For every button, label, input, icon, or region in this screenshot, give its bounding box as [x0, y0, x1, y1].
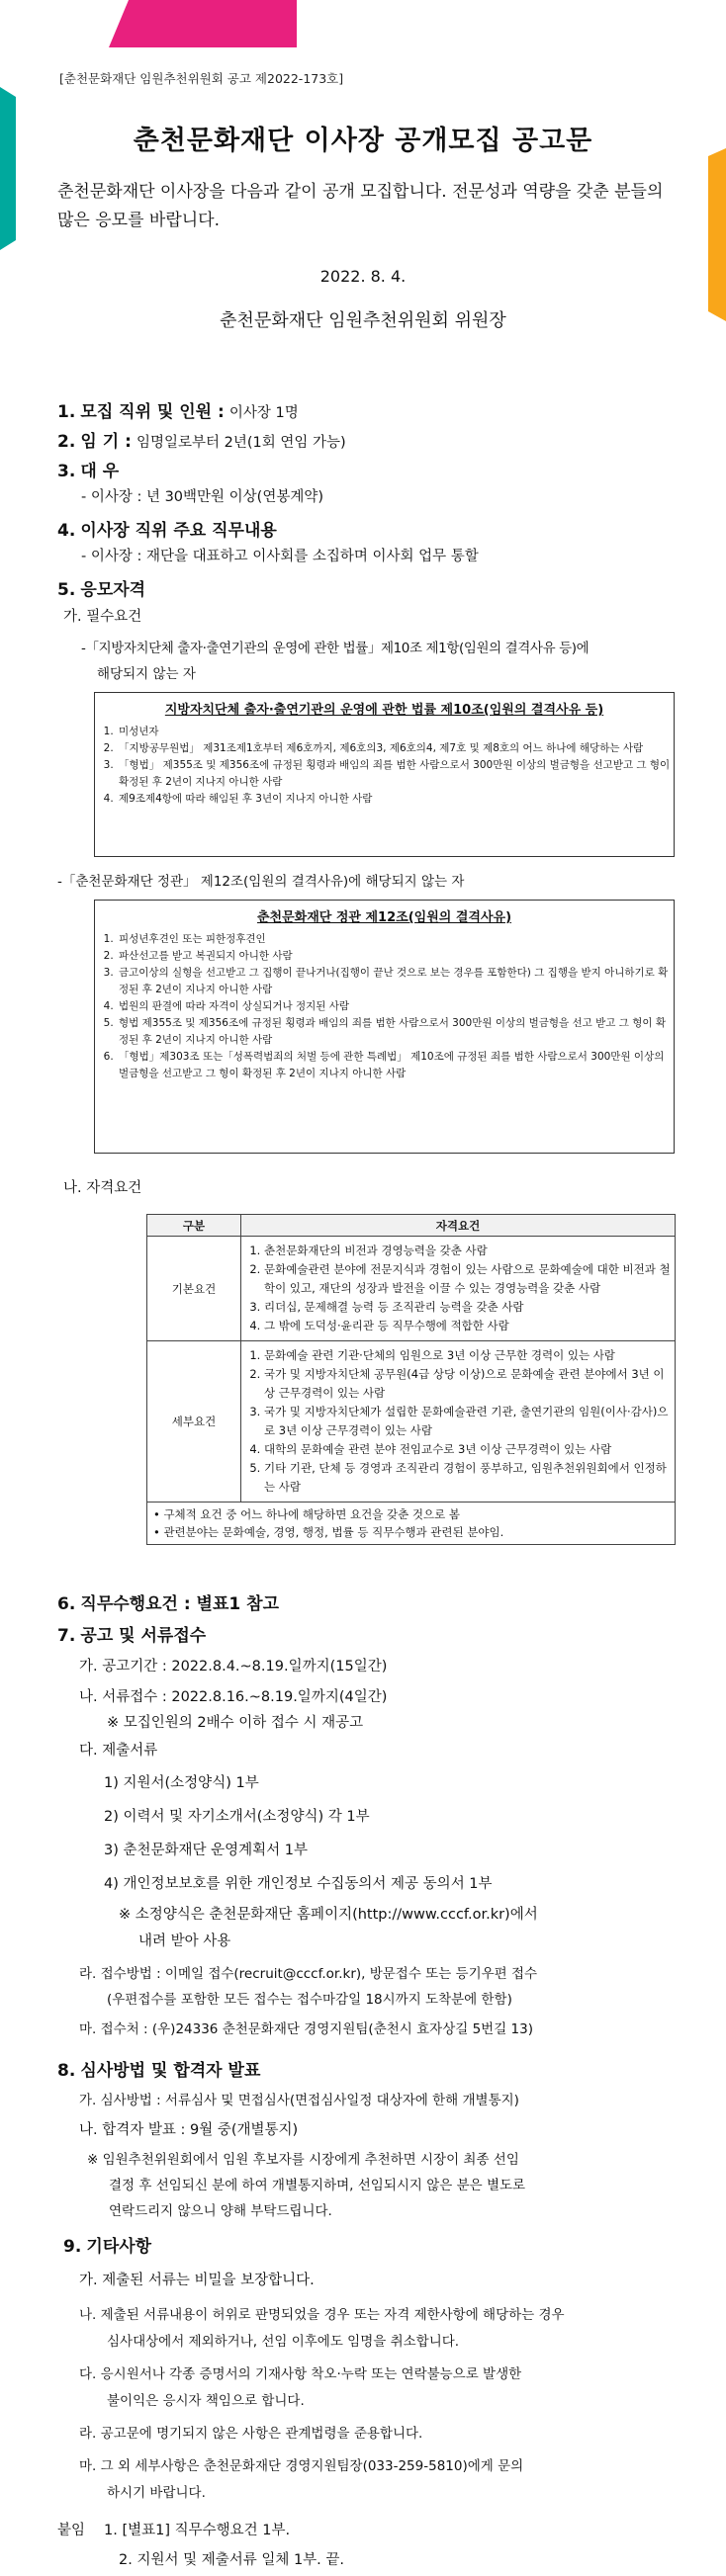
law-article-title: 지방자치단체 출자·출연기관의 운영에 관한 법률 제10조(임원의 결격사유 등): [164, 703, 604, 718]
table-note: • 구체적 요건 중 어느 하나에 해당하면 요건을 갖춘 것으로 봄: [153, 1507, 460, 1521]
section-7-b-note: ※ 모집인원의 2배수 이하 접수 시 재공고: [107, 1715, 364, 1731]
list-item: 5. 기타 기관, 단체 등 경영과 조직관리 경험이 풍부하고, 임원추천위원회에서 인정하는 사람: [264, 1459, 674, 1497]
section-6: [57, 1589, 279, 1614]
section-9-label: 기타사항: [86, 2237, 152, 2257]
section-8-a: 가. 심사방법 : 서류심사 및 면접심사(면접심사일정 대상자에 한해 개별통지): [79, 2093, 519, 2108]
section-8-label: 심사방법 및 합격자 발표: [80, 2061, 261, 2081]
table-header-category: 구분: [147, 1215, 241, 1237]
document-item: 2) 이력서 및 자기소개서(소정양식) 각 1부: [104, 1809, 370, 1825]
section-7-label: 공고 및 서류접수: [80, 1626, 207, 1646]
table-header-requirements: 자격요건: [241, 1215, 676, 1237]
section-2-num: 2.: [57, 432, 76, 452]
section-5-a-line2: 해당되지 않는 자: [97, 666, 196, 682]
section-1-value: 이사장 1명: [228, 405, 299, 421]
section-2-label: 임 기 :: [80, 432, 132, 452]
qualification-table: [146, 1214, 676, 1545]
table-row: [147, 1237, 676, 1341]
list-item: 5. 형법 제355조 및 제356조에 규정된 횡령과 배임의 죄를 범한 사람으로서 300만원 이상의 벌금형을 선고 받고 그 형이 확정된 후 2년이 지나지 아니한 사람: [117, 1015, 674, 1049]
section-5-label: 응모자격: [80, 580, 146, 600]
documents-note-2: 내려 받아 사용: [138, 1933, 231, 1949]
section-5-num: 5.: [57, 580, 76, 600]
attachment-label: 붙임: [57, 2523, 86, 2538]
section-4-num: 4.: [57, 521, 76, 541]
section-7-d1: 라. 접수방법 : 이메일 접수(recruit@cccf.or.kr), 방문접수 또는 등기우편 접수: [79, 1966, 538, 1982]
list-item: 3. 국가 및 지방자치단체가 설립한 문화예술관련 기관, 출연기관의 임원(이사·감사)으로 3년 이상 근무경력이 있는 사람: [264, 1403, 674, 1440]
section-7-b: 나. 서류접수 : 2022.8.16.~8.19.일까지(4일간): [79, 1689, 388, 1705]
section-7-a: 가. 공고기간 : 2022.8.4.~8.19.일까지(15일간): [79, 1659, 388, 1674]
section-9-b2: 심사대상에서 제외하거나, 선임 이후에도 임명을 취소합니다.: [107, 2334, 460, 2350]
section-8-note-3: 연락드리지 않으니 양해 부탁드립니다.: [109, 2203, 332, 2219]
table-row: [147, 1341, 676, 1503]
section-8: [57, 2056, 260, 2081]
table-notes: [147, 1503, 676, 1545]
table-note: • 관련분야는 문화예술, 경영, 행정, 법률 등 직무수행과 관련된 분야임.: [153, 1525, 504, 1539]
attachment-line-1: 1. [별표1] 직무수행요건 1부.: [104, 2523, 291, 2538]
list-item: 2. 문화예술관련 분야에 전문지식과 경험이 있는 사람으로 문화예술에 대한 비전과 철학이 있고, 재단의 성장과 발전을 이끌 수 있는 경영능력을 갖춘 사람: [264, 1260, 674, 1298]
table-header-row: [147, 1215, 676, 1237]
list-item: 2. 국가 및 지방자치단체 공무원(4급 상당 이상)으로 문화예술 관련 분야에서 3년 이상 근무경력이 있는 사람: [264, 1365, 674, 1403]
section-9: [63, 2232, 151, 2257]
section-7-c: 다. 제출서류: [79, 1743, 158, 1759]
table-note-row: [147, 1503, 676, 1545]
decor-right-orange: [708, 148, 726, 321]
bylaw-article-list: [95, 931, 674, 1082]
list-item: 4. 법원의 판결에 따라 자격이 상실되거나 정지된 사람: [117, 998, 674, 1015]
section-9-c2: 불이익은 응시자 책임으로 합니다.: [107, 2393, 305, 2409]
section-3-item: - 이사장 : 년 30백만원 이상(연봉계약): [81, 489, 324, 505]
section-5-a-line3: -「춘천문화재단 정관」 제12조(임원의 결격사유)에 해당되지 않는 자: [57, 874, 465, 890]
list-item: 1. 미성년자: [117, 724, 674, 740]
list-item: 3. 리더십, 문제해결 능력 등 조직관리 능력을 갖춘 사람: [264, 1298, 674, 1317]
document-item: 4) 개인정보보호를 위한 개인정보 수집동의서 제공 동의서 1부: [104, 1876, 493, 1892]
section-2-value: 임명일로부터 2년(1회 연임 가능): [136, 435, 346, 451]
section-8-b: 나. 합격자 발표 : 9월 중(개별통지): [79, 2122, 299, 2138]
attachment-line-2: 2. 지원서 및 제출서류 일체 1부. 끝.: [119, 2552, 345, 2568]
list-item: 2. 「지방공무원법」 제31조제1호부터 제6호까지, 제6호의3, 제6호의4, 제7호 및 제8호의 어느 하나에 해당하는 사람: [117, 740, 674, 757]
section-1-num: 1.: [57, 402, 76, 422]
section-5-b: 나. 자격요건: [63, 1180, 142, 1196]
law-article-list: [95, 724, 674, 808]
table-cell-category: 기본요건: [147, 1237, 241, 1341]
documents-note-1: ※ 소정양식은 춘천문화재단 홈페이지(http://www.cccf.or.kr)에서: [119, 1907, 538, 1923]
section-9-c1: 다. 응시원서나 각종 증명서의 기재사항 착오·누락 또는 연락불능으로 발생한: [79, 2366, 522, 2382]
decor-left-teal: [0, 87, 16, 250]
table-cell-requirements: [241, 1237, 676, 1341]
section-4-item: - 이사장 : 재단을 대표하고 이사회를 소집하며 이사회 업무 통할: [81, 549, 479, 564]
list-item: 1. 문화예술 관련 기관·단체의 임원으로 3년 이상 근무한 경력이 있는 사람: [264, 1346, 674, 1365]
section-6-label: 직무수행요건 : 별표1 참고: [80, 1594, 279, 1614]
list-item: 4. 그 밖에 도덕성·윤리관 등 직무수행에 적합한 사람: [264, 1317, 674, 1335]
section-4: [57, 516, 277, 541]
notice-reference: [춘천문화재단 임원추천위원회 공고 제2022-173호]: [59, 71, 344, 86]
section-5-a: 가. 필수요건: [63, 609, 142, 625]
section-1-label: 모집 직위 및 인원 :: [80, 402, 225, 422]
list-item: 1. 피성년후견인 또는 피한정후견인: [117, 931, 674, 948]
table-cell-requirements: [241, 1341, 676, 1503]
decor-top-magenta: [109, 0, 297, 47]
list-item: 2. 파산선고를 받고 복권되지 아니한 사람: [117, 948, 674, 965]
section-9-d: 라. 공고문에 명기되지 않은 사항은 관계법령을 준용합니다.: [79, 2426, 423, 2442]
list-item: 4. 제9조제4항에 따라 해임된 후 3년이 지나지 아니한 사람: [117, 791, 674, 808]
section-3-label: 대 우: [80, 462, 120, 481]
intro-text: 춘천문화재단 이사장을 다음과 같이 공개 모집합니다. 전문성과 역량을 갖춘 분들의 많은 응모를 바랍니다.: [57, 182, 664, 230]
section-3-num: 3.: [57, 462, 76, 481]
section-7-d2: (우편접수를 포함한 모든 접수는 접수마감일 18시까지 도착분에 한함): [107, 1992, 512, 2008]
section-4-label: 이사장 직위 주요 직무내용: [80, 521, 277, 541]
issuer: 춘천문화재단 임원추천위원회 위원장: [220, 310, 506, 331]
table-cell-category: 세부요건: [147, 1341, 241, 1503]
section-9-b1: 나. 제출된 서류내용이 허위로 판명되었을 경우 또는 자격 제한사항에 해당하는 경우: [79, 2307, 565, 2323]
list-item: 1. 춘천문화재단의 비전과 경영능력을 갖춘 사람: [264, 1242, 674, 1260]
document-item: 1) 지원서(소정양식) 1부: [104, 1775, 259, 1791]
section-9-num: 9.: [63, 2237, 82, 2257]
notice-date: 2022. 8. 4.: [319, 267, 407, 286]
section-5-a-line1: -「지방자치단체 출자·출연기관의 운영에 관한 법률」제10조 제1항(임원의 결격사유 등)에: [81, 641, 590, 656]
list-item: 3. 금고이상의 실형을 선고받고 그 집행이 끝나거나(집행이 끝난 것으로 보는 경우를 포함한다) 그 집행을 받지 아니하기로 확정된 후 2년이 지나지 아니한 사람: [117, 965, 674, 998]
section-7-e: 마. 접수처 : (우)24336 춘천문화재단 경영지원팀(춘천시 효자상길 5번길 13): [79, 2021, 533, 2037]
section-8-note-1: ※ 임원추천위원회에서 임원 후보자를 시장에게 추천하면 시장이 최종 선임: [87, 2152, 519, 2168]
list-item: 6. 「형법」제303조 또는「성폭력범죄의 처벌 등에 관한 특례법」 제10조에 규정된 죄를 범한 사람으로서 300만원 이상의 벌금형을 선고받고 그 형이 확정된 후 2년이 지나지 아니한 사람: [117, 1049, 674, 1082]
section-9-e1: 마. 그 외 세부사항은 춘천문화재단 경영지원팀장(033-259-5810)에게 문의: [79, 2458, 524, 2474]
section-7-num: 7.: [57, 1626, 76, 1646]
bylaw-article-title: 춘천문화재단 정관 제12조(임원의 결격사유): [256, 910, 512, 925]
section-8-num: 8.: [57, 2061, 76, 2081]
section-8-note-2: 결정 후 선임되신 분에 하여 개별통지하며, 선임되시지 않은 분은 별도로: [109, 2178, 526, 2193]
section-9-e2: 하시기 바랍니다.: [107, 2485, 206, 2501]
section-7: [57, 1621, 206, 1646]
section-3: [57, 457, 119, 481]
section-6-num: 6.: [57, 1594, 76, 1614]
section-5: [57, 575, 145, 600]
section-2: [57, 427, 346, 452]
page-title: 춘천문화재단 이사장 공개모집 공고문: [133, 126, 593, 156]
list-item: 3. 「형법」 제355조 및 제356조에 규정된 횡령과 배임의 죄를 범한 사람으로서 300만원 이상의 벌금형을 선고받고 그 형이 확정된 후 2년이 지나지 아니한 사람: [117, 757, 674, 791]
section-1: [57, 397, 299, 422]
list-item: 4. 대학의 문화예술 관련 분야 전임교수로 3년 이상 근무경력이 있는 사람: [264, 1440, 674, 1459]
bylaw-article-box: [94, 900, 675, 1154]
law-article-box: [94, 692, 675, 857]
section-9-a: 가. 제출된 서류는 비밀을 보장합니다.: [79, 2273, 315, 2288]
document-item: 3) 춘천문화재단 운영계획서 1부: [104, 1843, 309, 1858]
